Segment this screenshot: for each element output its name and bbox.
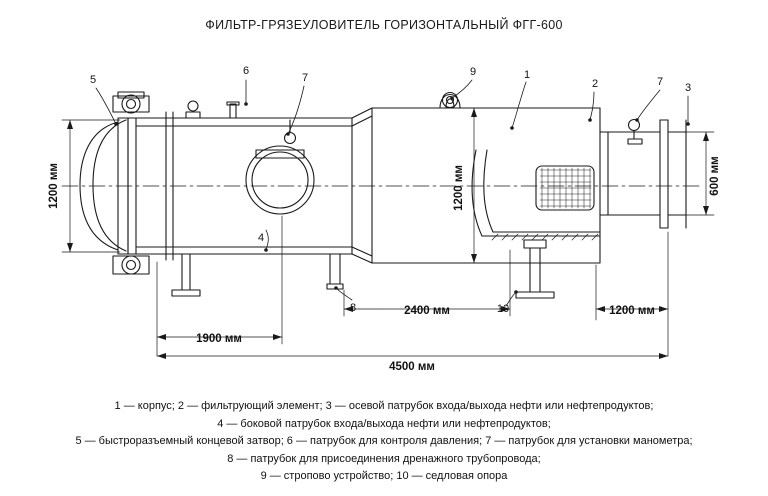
legend-line-2: 4 — боковой патрубок входа/выхода нефти или нефтепродуктов; [217,417,551,430]
callout-7-left: 7 [301,72,309,84]
legend-line-5: 9 — стропово устройство; 10 — седловая опора [260,470,508,482]
callout-10: 10 [496,303,510,315]
dim-4500: 4500 мм [389,361,435,373]
callout-4: 4 [257,232,265,244]
callout-9: 9 [469,66,477,78]
callout-7-right: 7 [656,76,664,88]
callout-3: 3 [684,82,692,94]
dim-1900: 1900 мм [196,333,242,345]
dim-left-height: 1200 мм [48,163,60,209]
callout-8: 8 [349,302,357,314]
callout-1: 1 [523,69,531,81]
legend-line-3: 5 — быстроразъемный концевой затвор; 6 — патрубок для контроля давления; 7 — патрубок для установки манометра; [75,435,693,447]
legend [0,398,768,486]
callout-2: 2 [591,78,599,90]
dim-mid-height: 1200 мм [453,165,465,211]
page-title: ФИЛЬТР-ГРЯЗЕУЛОВИТЕЛЬ ГОРИЗОНТАЛЬНЫЙ ФГГ-600 [205,18,563,32]
legend-line-1: 1 — корпус; 2 — фильтрующий элемент; 3 — осевой патрубок входа/выхода нефти или нефтепродуктов; [114,400,654,412]
callout-6: 6 [242,65,250,77]
callout-5: 5 [89,74,97,86]
dim-2400: 2400 мм [404,305,450,317]
dim-1200: 1200 мм [609,305,655,317]
dim-right-height: 600 мм [709,156,721,196]
legend-line-4: 8 — патрубок для присоединения дренажного трубопровода; [227,452,541,465]
